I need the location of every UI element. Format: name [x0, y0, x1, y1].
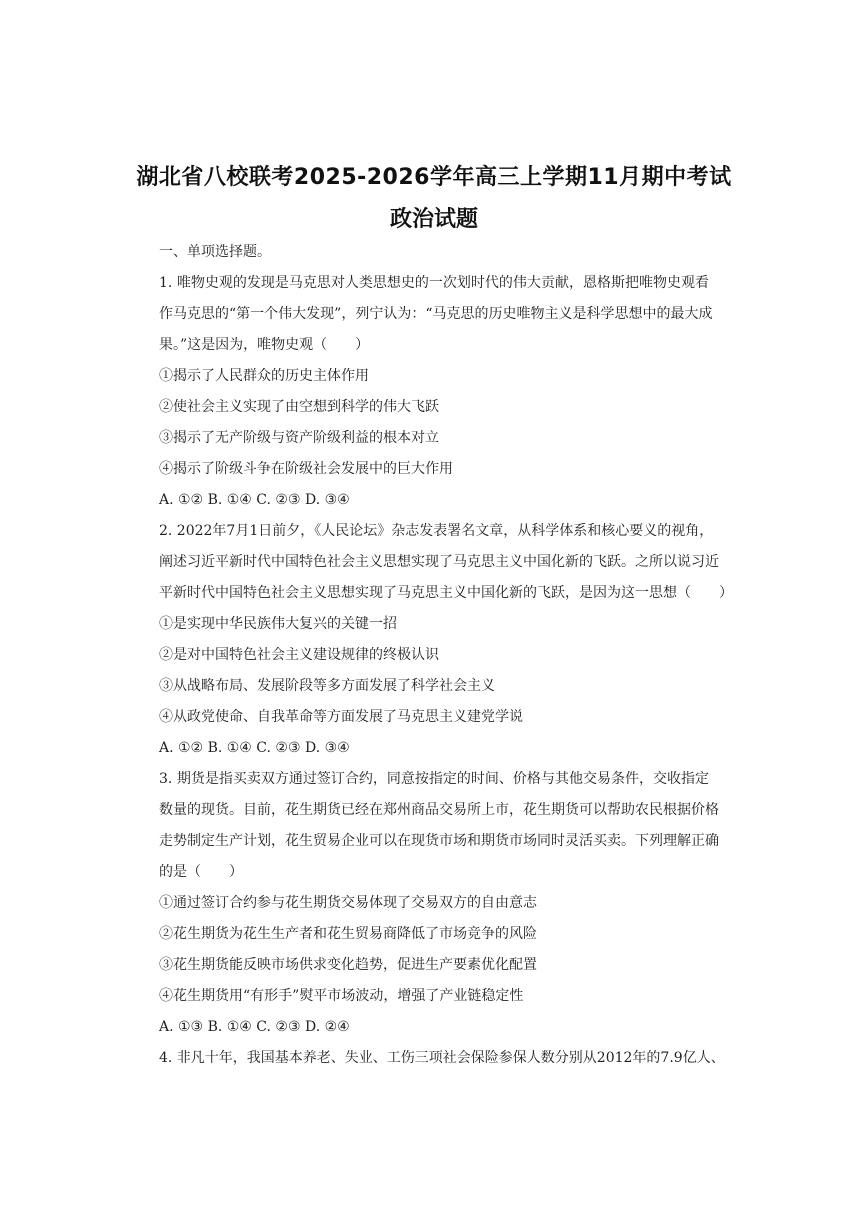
question-2-option-3: ③从战略布局、发展阶段等多方面发展了科学社会主义 — [159, 678, 495, 694]
question-1-answers: A. ①② B. ①④ C. ②③ D. ③④ — [159, 492, 350, 508]
question-3-option-2: ②花生期货为花生生产者和花生贸易商降低了市场竞争的风险 — [159, 926, 537, 942]
question-3-answers: A. ①③ B. ①④ C. ②③ D. ②④ — [159, 1019, 350, 1035]
question-2-answers: A. ①② B. ①④ C. ②③ D. ③④ — [159, 740, 350, 756]
question-2-option-1: ①是实现中华民族伟大复兴的关键一招 — [159, 616, 397, 632]
question-3-option-3: ③花生期货能反映市场供求变化趋势，促进生产要素优化配置 — [159, 957, 537, 973]
document-title: 湖北省八校联考2025-2026学年高三上学期11月期中考试 — [136, 165, 732, 190]
question-2-option-4: ④从政党使命、自我革命等方面发展了马克思主义建党学说 — [159, 709, 523, 725]
question-2-text-line-2: 阐述习近平新时代中国特色社会主义思想实现了马克思主义中国化新的飞跃。之所以说习近 — [159, 554, 719, 570]
question-3-option-1: ①通过签订合约参与花生期货交易体现了交易双方的自由意志 — [159, 895, 537, 911]
section-heading: 一、单项选择题。 — [159, 244, 271, 260]
question-3-option-4: ④花生期货用“有形手”熨平市场波动，增强了产业链稳定性 — [159, 988, 524, 1004]
question-1-text-line-2: 作马克思的“第一个伟大发现”，列宁认为：“马克思的历史唯物主义是科学思想中的最大成 — [159, 306, 713, 322]
question-3-text-line-1: 3. 期货是指买卖双方通过签订合约，同意按指定的时间、价格与其他交易条件，交收指定 — [159, 771, 709, 787]
question-1-text-line-1: 1. 唯物史观的发现是马克思对人类思想史的一次划时代的伟大贡献，恩格斯把唯物史观看 — [159, 275, 709, 291]
question-1-text-line-3: 果。”这是因为，唯物史观（ ） — [159, 337, 370, 353]
question-2-text-line-3: 平新时代中国特色社会主义思想实现了马克思主义中国化新的飞跃，是因为这一思想（ ） — [159, 585, 733, 601]
question-3-text-line-2: 数量的现货。目前，花生期货已经在郑州商品交易所上市，花生期货可以帮助农民根据价格 — [159, 802, 719, 818]
question-2-option-2: ②是对中国特色社会主义建设规律的终极认识 — [159, 647, 439, 663]
question-4-text-line-1: 4. 非凡十年，我国基本养老、失业、工伤三项社会保险参保人数分别从2012年的7.9亿人、 — [159, 1050, 725, 1066]
question-1-option-2: ②使社会主义实现了由空想到科学的伟大飞跃 — [159, 399, 439, 415]
question-3-text-line-4: 的是（ ） — [159, 864, 243, 880]
question-2-text-line-1: 2. 2022年7月1日前夕，《人民论坛》杂志发表署名文章，从科学体系和核心要义的视角， — [159, 523, 714, 539]
document-subtitle: 政治试题 — [389, 207, 478, 232]
question-1-option-4: ④揭示了阶级斗争在阶级社会发展中的巨大作用 — [159, 461, 453, 477]
question-3-text-line-3: 走势制定生产计划，花生贸易企业可以在现货市场和期货市场同时灵活买卖。下列理解正确 — [159, 833, 719, 849]
question-1-option-3: ③揭示了无产阶级与资产阶级利益的根本对立 — [159, 430, 439, 446]
question-1-option-1: ①揭示了人民群众的历史主体作用 — [159, 368, 369, 384]
